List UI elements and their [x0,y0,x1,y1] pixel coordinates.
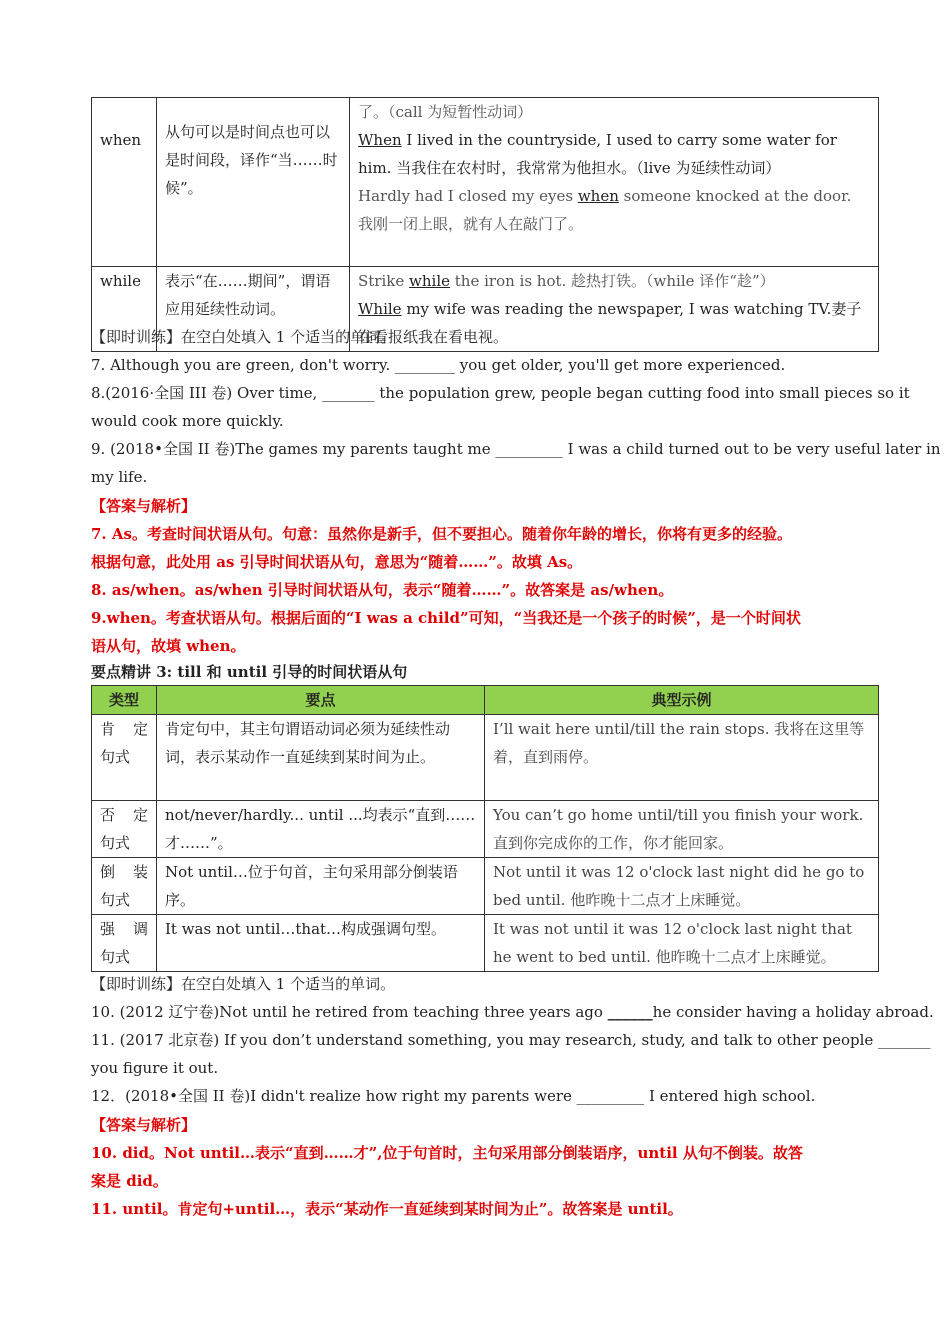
example-text: I lived in the countryside, I used to carry some water for him. 当我住在农村时，我常常为他担水。（live 为延续性动词） [358,131,837,177]
example-line [358,267,870,295]
answer-9: 9.when。考查状语从句。根据后面的“I was a child”可知，“当我还是一个孩子的时候”，是一个时间状 [91,609,801,627]
till-until-table [91,685,879,972]
answer-7: 7. As。考查时间状语从句。句意：虽然你是新手，但不要担心。随着你年龄的增长，你将有更多的经验。 [91,525,792,543]
conjunction-table [91,97,879,352]
example-line [358,126,870,182]
point-cell: Not until…位于句首，主句采用部分倒装语序。 [157,858,485,915]
example-text: Strike [358,272,410,290]
word-cell: when [92,98,157,267]
answer-10: 10. did。Not until…表示“直到……才”,位于句首时，主句采用部分倒装语序，until 从句不倒装。故答 [91,1144,803,1162]
example-line [358,182,870,238]
type-cell [92,858,157,915]
answer-11: 11. until。肯定句+until…，表示“某动作一直延续到某时间为止”。故答案是 until。 [91,1200,683,1218]
type-label: 句式 [100,748,131,766]
practice-heading: 【即时训练】在空白处填入 1 个适当的单词。 [91,975,396,993]
underlined-word: when [577,187,619,205]
example-text: the iron is hot. 趁热打铁。（while 译作“趁”） [450,272,775,290]
point-cell: It was not until…that…构成强调句型。 [157,915,485,972]
example-text: my wife was reading the newspaper, I was watching TV.妻子在看报纸我在看电视。 [358,300,862,346]
table-row [92,915,879,972]
section-title: 要点精讲 3: till 和 until 引导的时间状语从句 [91,663,408,681]
table-row [92,98,879,267]
example-cell: Not until it was 12 o'clock last night did he go to bed until. 他昨晚十二点才上床睡觉。 [485,858,879,915]
question-7: 7. Although you are green, don't worry. ________ you get older, you'll get more experienced. [91,356,786,374]
underlined-word: When [358,131,402,149]
example-text: Hardly had I closed my eyes [358,187,578,205]
question-12: 12．(2018•全国 II 卷)I didn't realize how right my parents were _________ I entered high school. [91,1087,816,1105]
question-9: 9. (2018•全国 II 卷)The games my parents taught me _________ I was a child turned out to be very useful later in [91,440,941,458]
question-9-cont: my life. [91,468,148,486]
type-label: 句式 [100,948,131,966]
question-8: 8.(2016·全国 III 卷) Over time, _______ the population grew, people began cutting food into small pieces so it [91,384,910,402]
question-11-cont: you figure it out. [91,1059,219,1077]
example-cell: I’ll wait here until/till the rain stops. 我将在这里等着，直到雨停。 [485,715,879,801]
type-label: 句式 [100,891,131,909]
example-cell: It was not until it was 12 o'clock last night that he went to bed until. 他昨晚十二点才上床睡觉。 [485,915,879,972]
type-label: 倒装 [100,863,148,881]
header-point: 要点 [157,686,485,715]
underlined-word: while [409,272,450,290]
answer-7-cont: 根据句意，此处用 as 引导时间状语从句，意思为“随着……”。故填 As。 [91,553,583,571]
answer-9-cont: 语从句，故填 when。 [91,637,246,655]
underlined-word: While [358,300,402,318]
answers-heading: 【答案与解析】 [91,497,197,515]
header-type: 类型 [92,686,157,715]
answers-heading: 【答案与解析】 [91,1116,197,1134]
table-row [92,858,879,915]
type-label: 否定 [100,806,148,824]
example-text: someone knocked at the door. 我刚一闭上眼，就有人在敲门了。 [358,187,852,233]
type-label: 肯定 [100,720,148,738]
question-10 [91,998,934,1026]
header-example: 典型示例 [485,686,879,715]
point-cell: 肯定句中，其主句谓语动词必须为延续性动词，表示某动作一直延续到某时间为止。 [157,715,485,801]
answer-8: 8. as/when。as/when 引导时间状语从句，表示“随着……”。故答案是 as/when。 [91,581,674,599]
table-row [92,715,879,801]
type-cell [92,715,157,801]
example-cell: You can’t go home until/till you finish your work.直到你完成你的工作，你才能回家。 [485,801,879,858]
desc-cell: 表示“在……期间”，谓语应用延续性动词。 [157,267,350,352]
example-line: 了。（call 为短暂性动词） [358,103,533,121]
type-cell [92,801,157,858]
question-text: 10. (2012 辽宁卷)Not until he retired from teaching three years ago [91,1003,608,1021]
point-cell: not/never/hardly... until ...均表示“直到……才……”。 [157,801,485,858]
type-label: 强调 [100,920,148,938]
table-header-row [92,686,879,715]
question-11: 11. (2017 北京卷) If you don’t understand something, you may research, study, and talk to other people _______ [91,1031,931,1049]
type-cell [92,915,157,972]
question-8-cont: would cook more quickly. [91,412,284,430]
example-cell [350,98,879,267]
desc-cell: 从句可以是时间点也可以是时间段，译作“当……时候”。 [157,98,350,267]
table-row [92,801,879,858]
type-label: 句式 [100,834,131,852]
answer-10-cont: 案是 did。 [91,1172,168,1190]
practice-heading: 【即时训练】在空白处填入 1 个适当的单词。 [91,328,396,346]
answer-blank: ______ [607,1003,653,1021]
question-text: he consider having a holiday abroad. [652,1003,934,1021]
word-cell: while [92,267,157,352]
